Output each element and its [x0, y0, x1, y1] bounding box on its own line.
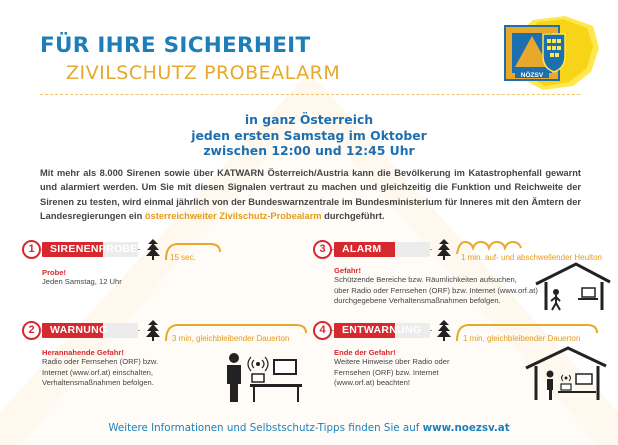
block-2-label: WARNUNG [50, 324, 108, 336]
noezsv-logo-icon [503, 12, 603, 92]
block-3-label-bar [334, 242, 430, 257]
block-3-signal: 1 min. auf- und abschwellender Heulton [461, 253, 602, 262]
block-4-signal: 1 min, gleichbleibender Dauerton [463, 334, 581, 343]
divider [40, 94, 580, 95]
block-2-text [42, 357, 158, 389]
siren-tower-icon [146, 238, 160, 260]
block-3-text-line-2: über Radio oder Fernsehen (ORF) bzw. Internet (www.orf.at) [334, 285, 538, 295]
block-3-label: ALARM [342, 243, 382, 255]
footer [0, 422, 618, 434]
headline [150, 112, 468, 159]
block-1-sub: Probe! [42, 268, 67, 277]
block-4-sub: Ende der Gefahr! [334, 348, 396, 357]
house-shelter-icon [532, 262, 612, 312]
block-1-signal: 15 sec. [170, 253, 196, 262]
block-4-label: ENTWARNUNG [342, 324, 422, 336]
block-4-text [334, 357, 450, 389]
block-3-number: 3 [313, 240, 332, 259]
page-subtitle: ZIVILSCHUTZ PROBEALARM [66, 62, 341, 84]
block-4-text-line-3: (www.orf.at) beachten! [334, 378, 410, 388]
block-4-number: 4 [313, 321, 332, 340]
page-title: FÜR IHRE SICHERHEIT [40, 33, 311, 58]
siren-tower-icon [437, 238, 451, 260]
block-3-sub: Gefahr! [334, 266, 362, 275]
block-1-text: Jeden Samstag, 12 Uhr [42, 277, 122, 286]
siren-tower-icon [437, 319, 451, 341]
block-2-text-line-1: Radio oder Fernsehen (ORF) bzw. [42, 357, 159, 366]
headline-line-3: zwischen 12:00 und 12:45 Uhr [203, 143, 415, 158]
block-3-text-line-3: durchgegebene Verhaltensmaßnahmen befolgen. [334, 296, 501, 306]
headline-line-2: jeden ersten Samstag im Oktober [191, 127, 427, 143]
block-4-label-bar [334, 323, 430, 338]
block-2-signal: 3 min, gleichbleibender Dauerton [172, 334, 290, 343]
intro-highlight: österreichweiter Zivilschutz-Probealarm [144, 211, 322, 222]
radio-tv-person-icon [222, 352, 304, 404]
block-3-text [334, 275, 538, 307]
intro-paragraph [40, 166, 581, 224]
headline-line-1: in ganz Österreich [244, 112, 374, 127]
block-2-text-line-2: Internet (www.orf.at) einschalten, [42, 367, 154, 377]
block-1-label: SIRENENPROBE [50, 243, 138, 255]
intro-end: durchgeführt. [321, 211, 385, 222]
footer-text: Weitere Informationen und Selbstschutz-Tipps finden Sie auf [108, 422, 423, 434]
block-2-number: 2 [22, 321, 41, 340]
siren-tower-icon [146, 319, 160, 341]
block-1-label-bar [42, 242, 138, 257]
intro-text: Mit mehr als 8.000 Sirenen sowie über KATWARN Österreich/Austria kann die Bevölkerung im Katastrophenfall gewarnt und alarmiert werden. Um Sie mit diesen Signalen vertraut zu machen und gleichzeitig die Funktion und Reichweite der Sirenen zu testen, wird einmal jährlich von der Bundeswarnzentrale im Bundesministerium für Inneres mit den Ämtern der Landesregierungen ein [40, 168, 581, 222]
footer-link[interactable]: www.noezsv.at [422, 422, 510, 434]
block-3-text-line-1: Schützende Bereiche bzw. Räumlichkeiten aufsuchen, [334, 275, 517, 284]
block-1-number: 1 [22, 240, 41, 259]
block-2-label-bar [42, 323, 138, 338]
block-2-text-line-3: Verhaltensmaßnahmen befolgen. [42, 378, 154, 388]
block-4-text-line-2: Fernsehen (ORF) bzw. Internet [334, 367, 439, 377]
svg-text:NÖZSV: NÖZSV [520, 72, 544, 79]
house-person-icon [522, 346, 610, 402]
block-2-sub: Herannahende Gefahr! [42, 348, 124, 357]
block-4-text-line-1: Weitere Hinweise über Radio oder [334, 357, 450, 366]
